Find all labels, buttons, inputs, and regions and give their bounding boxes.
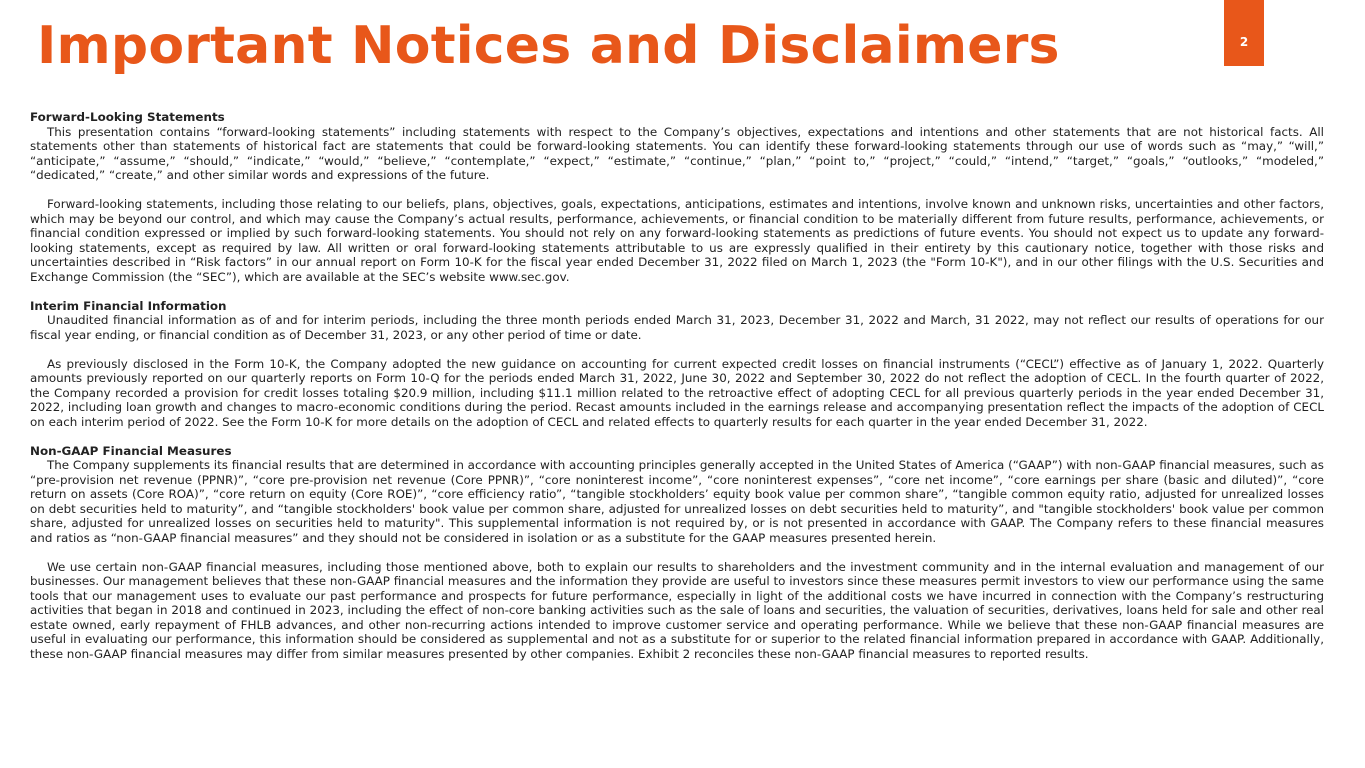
- paragraph-spacer: [30, 429, 1324, 444]
- page-number-badge: 2: [1224, 0, 1264, 66]
- paragraph-spacer: [30, 342, 1324, 357]
- non-gaap-paragraph-2: We use certain non-GAAP financial measures, including those mentioned above, both to explain our results to shareholders and the investment community and in the internal evaluation and management of our businesses. Our management believes that these non-GAAP financial measures and the information they provide are useful to investors since these measures permit investors to view our performance using the same tools that our management uses to evaluate our past performance and prospects for future performance, especially in light of the additional costs we have incurred in connection with the Company’s restructuring activities that began in 2018 and continued in 2023, including the effect of non-core banking activities such as the sale of loans and securities, the valuation of securities, derivatives, loans held for sale and other real estate owned, early repayment of FHLB advances, and other non-recurring actions intended to improve customer service and operating performance. While we believe that these non-GAAP financial measures are useful in evaluating our performance, this information should be considered as supplemental and not as a substitute for or superior to the related financial information prepared in accordance with GAAP. Additionally, these non-GAAP financial measures may differ from similar measures presented by other companies. Exhibit 2 reconciles these non-GAAP financial measures to reported results.: [30, 559, 1324, 661]
- interim-paragraph-2: As previously disclosed in the Form 10-K, the Company adopted the new guidance on accounting for current expected credit losses on financial instruments (“CECL”) effective as of January 1, 2022. Quarterly amounts previously reported on our quarterly reports on Form 10-Q for the periods ended March 31, 2022, June 30, 2022 and September 30, 2022 do not reflect the adoption of CECL. In the fourth quarter of 2022, the Company recorded a provision for credit losses totaling $20.9 million, including $11.1 million related to the retroactive effect of adopting CECL for all previous quarterly periods in the year ended December 31, 2022, including loan growth and changes to macro-economic conditions during the period. Recast amounts included in the earnings release and accompanying presentation reflect the impacts of the adoption of CECL on each interim period of 2022. See the Form 10-K for more details on the adoption of CECL and related effects to quarterly results for each quarter in the year ended December 31, 2022.: [30, 356, 1324, 429]
- interim-paragraph-1: Unaudited financial information as of and for interim periods, including the three month periods ended March 31, 2023, December 31, 2022 and March, 31 2022, may not reflect our results of operations for our fiscal year ending, or financial condition as of December 31, 2023, or any other period of time or date.: [30, 313, 1324, 342]
- section-heading-interim: Interim Financial Information: [30, 298, 227, 313]
- disclaimer-body: [30, 110, 1324, 661]
- forward-looking-paragraph-2: Forward-looking statements, including those relating to our beliefs, plans, objectives, goals, expectations, anticipations, estimates and intentions, involve known and unknown risks, uncertainties and other factors, which may be beyond our control, and which may cause the Company’s actual results, performance, achievements, or financial condition to be materially different from future results, performance, achievements, or financial condition expressed or implied by such forward-looking statements. You should not rely on any forward-looking statements as predictions of future events. You should not expect us to update any forward-looking statements, except as required by law. All written or oral forward-looking statements attributable to us are expressly qualified in their entirety by this cautionary notice, together with those risks and uncertainties described in “Risk factors” in our annual report on Form 10-K for the fiscal year ended December 31, 2022 filed on March 1, 2023 (the "Form 10-K"), and in our other filings with the U.S. Securities and Exchange Commission (the “SEC”), which are available at the SEC’s website www.sec.gov.: [30, 197, 1324, 284]
- paragraph-spacer: [30, 545, 1324, 560]
- paragraph-spacer: [30, 284, 1324, 299]
- page-title: Important Notices and Disclaimers: [37, 16, 1060, 76]
- paragraph-spacer: [30, 183, 1324, 198]
- forward-looking-paragraph-1: This presentation contains “forward-looking statements” including statements with respect to the Company’s objectives, expectations and intentions and other statements that are not historical facts. All statements other than statements of historical fact are statements that could be forward-looking statements. You can identify these forward-looking statements through our use of words such as “may,” “will,” “anticipate,” “assume,” “should,” “indicate,” “would,” “believe,” “contemplate,” “expect,” “estimate,” “continue,” “plan,” “point to,” “project,” “could,” “intend,” “target,” “goals,” “outlooks,” “modeled,” “dedicated,” “create,” and other similar words and expressions of the future.: [30, 124, 1324, 182]
- non-gaap-paragraph-1: The Company supplements its financial results that are determined in accordance with accounting principles generally accepted in the United States of America (“GAAP”) with non-GAAP financial measures, such as “pre-provision net revenue (PPNR)”, “core pre-provision net revenue (Core PPNR)”, “core noninterest income”, “core noninterest expenses”, “core net income”, “core earnings per share (basic and diluted)”, “core return on assets (Core ROA)”, “core return on equity (Core ROE)”, “core efficiency ratio”, “tangible stockholders’ equity book value per common share”, “tangible common equity ratio, adjusted for unrealized losses on debt securities held to maturity”, and “tangible stockholders' book value per common share, adjusted for unrealized losses on debt securities held to maturity”, and "tangible stockholders' book value per common share, adjusted for unrealized losses on securities held to maturity". This supplemental information is not required by, or is not presented in accordance with GAAP. The Company refers to these financial measures and ratios as “non-GAAP financial measures” and they should not be considered in isolation or as a substitute for the GAAP measures presented herein.: [30, 458, 1324, 545]
- section-heading-non-gaap: Non-GAAP Financial Measures: [30, 443, 232, 458]
- section-heading-forward-looking: Forward-Looking Statements: [30, 110, 225, 124]
